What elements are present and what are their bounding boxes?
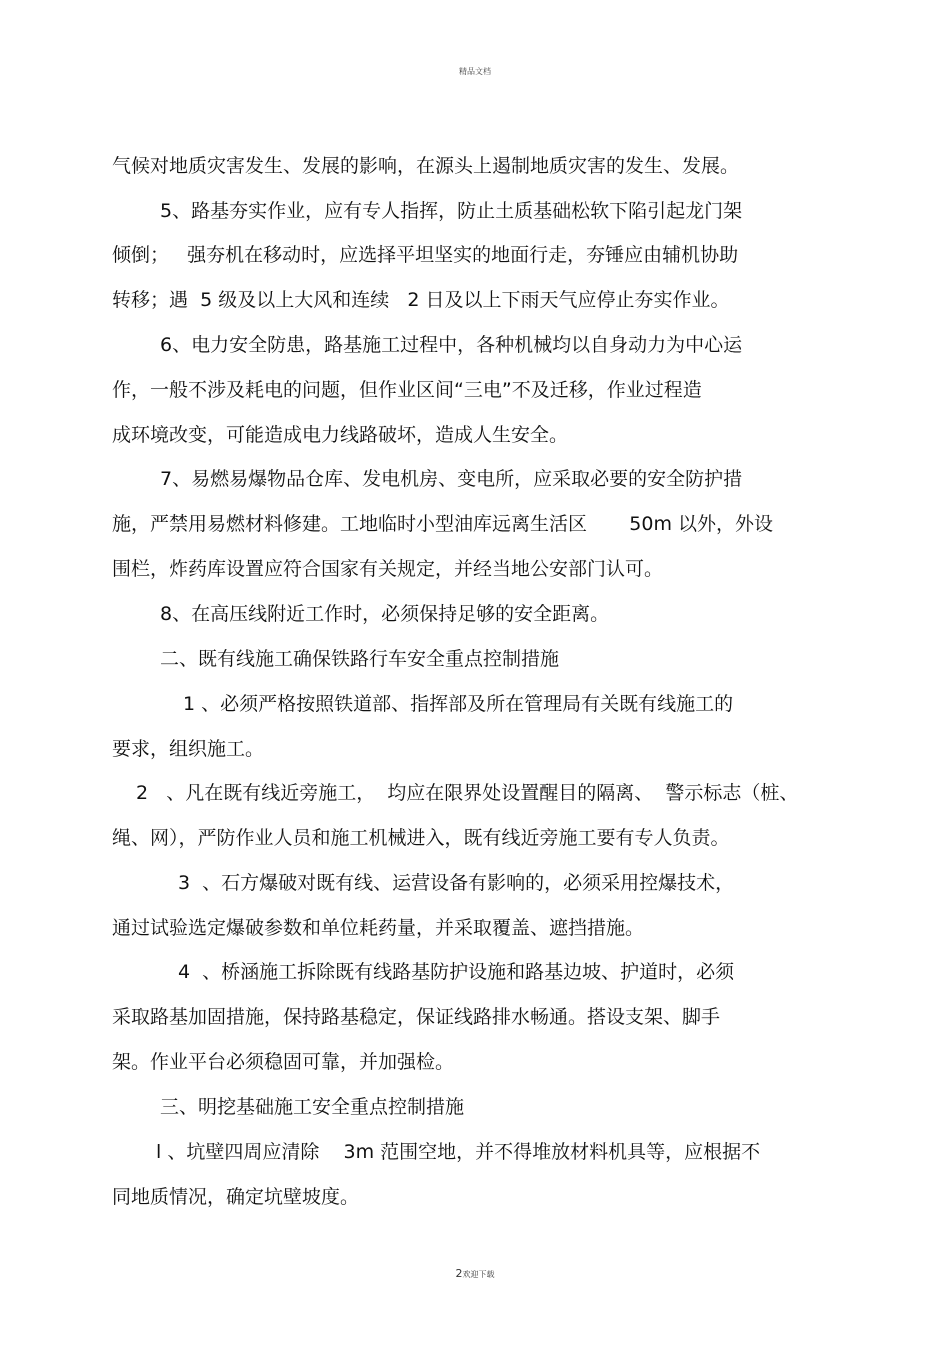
text-line: 要求，组织施工。 (112, 738, 265, 760)
text-line: 气候对地质灾害发生、发展的影响，在源头上遏制地质灾害的发生、发展。 (112, 155, 740, 177)
text-line: l 、坑壁四周应清除 3m 范围空地，并不得堆放材料机具等，应根据不 (156, 1141, 761, 1163)
section-heading: 三、明挖基础施工安全重点控制措施 (160, 1096, 465, 1118)
text-line: 通过试验选定爆破参数和单位耗药量，并采取覆盖、遮挡措施。 (112, 917, 645, 939)
text-line: 围栏，炸药库设置应符合国家有关规定，并经当地公安部门认可。 (112, 558, 664, 580)
text-line: 作，一般不涉及耗电的问题，但作业区间“三电”不及迁移，作业过程造 (112, 379, 702, 401)
footer-text: 欢迎下载 (462, 1270, 495, 1279)
text-line: 5、路基夯实作业，应有专人指挥，防止土质基础松软下陷引起龙门架 (160, 200, 743, 222)
text-line: 6、电力安全防患，路基施工过程中，各种机械均以自身动力为中心运 (160, 334, 743, 356)
text-line: 1 、必须严格按照铁道部、指挥部及所在管理局有关既有线施工的 (183, 693, 734, 715)
text-line: 施，严禁用易燃材料修建。工地临时小型油库远离生活区 50m 以外，外设 (112, 513, 774, 535)
text-line: 成环境改变，可能造成电力线路破坏，造成人生安全。 (112, 424, 569, 446)
text-line: 绳、网），严防作业人员和施工机械进入，既有线近旁施工要有专人负责。 (112, 827, 730, 849)
text-line: 倾倒； 强夯机在移动时，应选择平坦坚实的地面行走，夯锤应由辅机协助 (112, 244, 739, 266)
page-number: 2 (455, 1267, 463, 1280)
text-line: 2 、凡在既有线近旁施工， 均应在限界处设置醒目的隔离、 警示标志（桩、 (136, 782, 799, 804)
text-line: 采取路基加固措施，保持路基稳定，保证线路排水畅通。搭设支架、脚手 (112, 1006, 721, 1028)
text-line: 3 、石方爆破对既有线、运营设备有影响的，必须采用控爆技术， (178, 872, 735, 894)
text-line: 转移；遇 5 级及以上大风和连续 2 日及以上下雨天气应停止夯实作业。 (112, 289, 730, 311)
page-header: 精品文档 (459, 67, 491, 76)
text-line: 同地质情况，确定坑壁坡度。 (112, 1186, 360, 1208)
text-line: 4 、桥涵施工拆除既有线路基防护设施和路基边坡、护道时，必须 (178, 961, 735, 983)
text-line: 8、在高压线附近工作时，必须保持足够的安全距离。 (160, 603, 610, 625)
text-line: 7、易燃易爆物品仓库、发电机房、变电所，应采取必要的安全防护措 (160, 468, 743, 490)
text-line: 架。作业平台必须稳固可靠，并加强检。 (112, 1051, 455, 1073)
page-footer (0, 1262, 950, 1281)
section-heading: 二、既有线施工确保铁路行车安全重点控制措施 (160, 648, 560, 670)
